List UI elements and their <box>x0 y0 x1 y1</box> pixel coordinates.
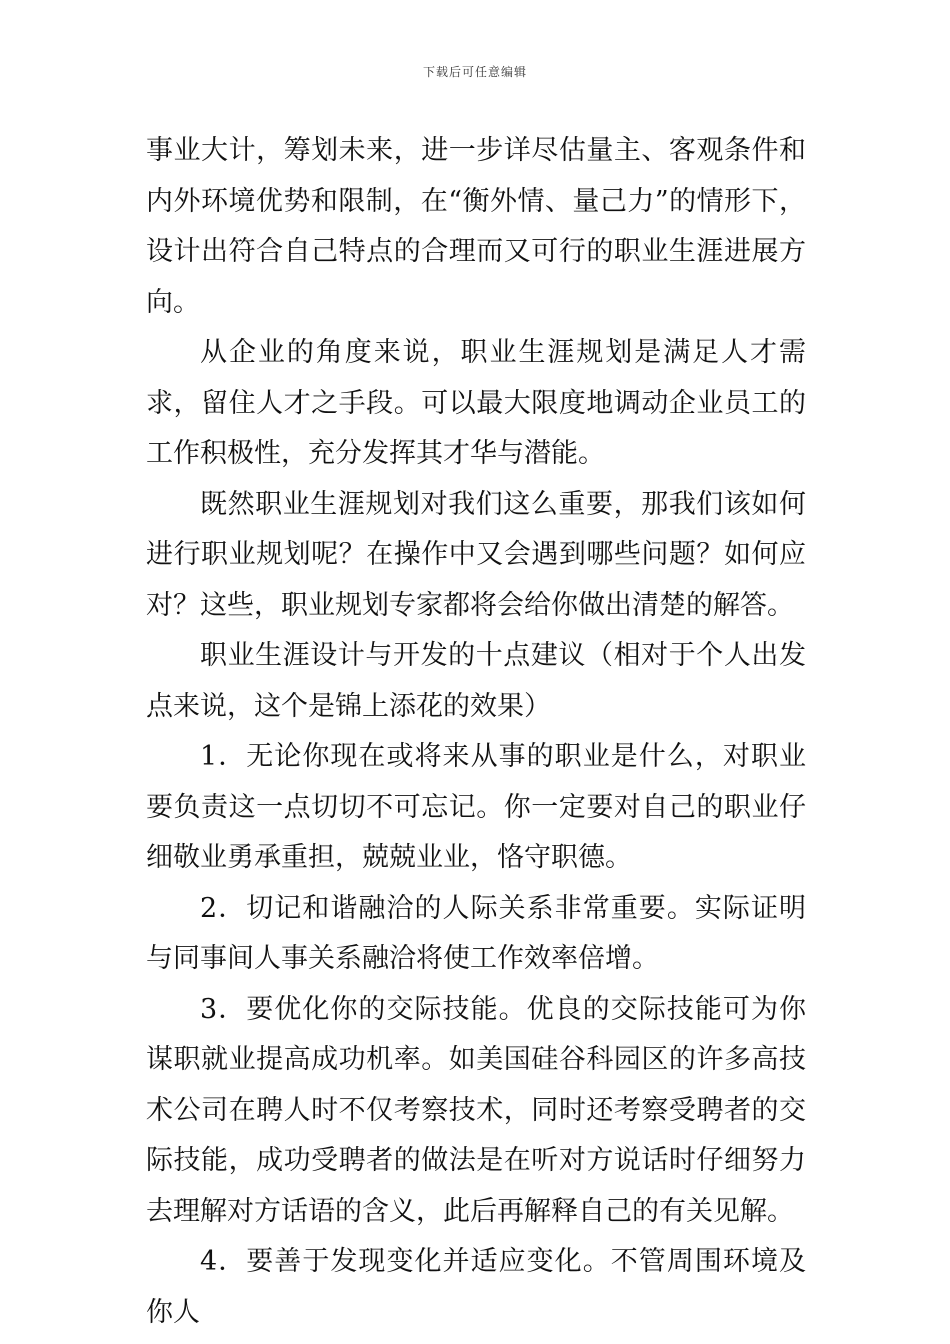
paragraph-4: 职业生涯设计与开发的十点建议（相对于个人出发点来说，这个是锦上添花的效果） <box>146 640 806 722</box>
paragraph-3: 既然职业生涯规划对我们这么重要，那我们该如何进行职业规划呢？在操作中又会遇到哪些问题？如何应对？这些，职业规划专家都将会给你做出清楚的解答。 <box>146 488 806 621</box>
paragraph-5: 1．无论你现在或将来从事的职业是什么，对职业要负责这一点切切不可忘记。你一定要对自己的职业仔细敬业勇承重担，兢兢业业，恪守职德。 <box>146 741 806 873</box>
paragraph-1: 事业大计，筹划未来，进一步详尽估量主、客观条件和内外环境优势和限制，在“衡外情、量己力”的情形下，设计出符合自己特点的合理而又可行的职业生涯进展方向。 <box>146 135 806 318</box>
paragraph-6: 2．切记和谐融洽的人际关系非常重要。实际证明与同事间人事关系融洽将使工作效率倍增。 <box>146 892 806 974</box>
paragraph-7: 3．要优化你的交际技能。优良的交际技能可为你谋职就业提高成功机率。如美国硅谷科园区的许多高技术公司在聘人时不仅考察技术，同时还考察受聘者的交际技能，成功受聘者的做法是在听对方说话时仔细努力去理解对方话语的含义，此后再解释自己的有关见解。 <box>146 993 806 1227</box>
paragraph-2: 从企业的角度来说，职业生涯规划是满足人才需求，留住人才之手段。可以最大限度地调动企业员工的工作积极性，充分发挥其才华与潜能。 <box>146 337 806 469</box>
page-header: 下载后可任意编辑 <box>422 65 527 79</box>
paragraph-8: 4．要善于发现变化并适应变化。不管周围环境及你人 <box>146 1246 806 1328</box>
document-body <box>146 126 806 1338</box>
